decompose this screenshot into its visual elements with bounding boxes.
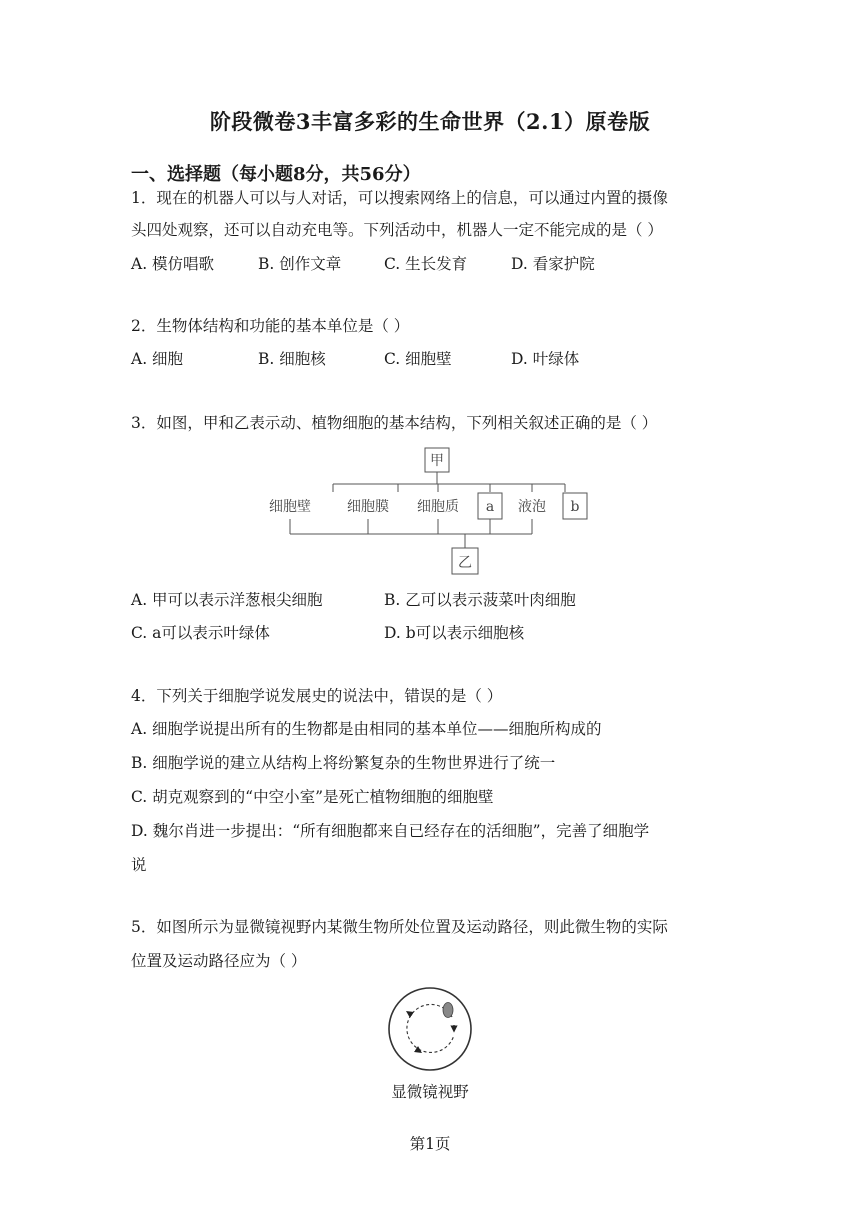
diagram-label-vacuole: 液泡 [518, 499, 546, 515]
page-title: 阶段微卷3丰富多彩的生命世界（2.1）原卷版 [209, 109, 651, 134]
q1-option-d: D. 看家护院 [511, 255, 595, 273]
q2-stem: 2．生物体结构和功能的基本单位是（ ） [131, 317, 410, 335]
microorganism [443, 1003, 453, 1018]
q3-option-d: D. b可以表示细胞核 [384, 624, 525, 642]
q1-option-a: A. 模仿唱歌 [131, 255, 215, 273]
q3-option-a: A. 甲可以表示洋葱根尖细胞 [131, 591, 323, 609]
q1-option-b: B. 创作文章 [258, 255, 342, 273]
q4-option-d-line1: D. 魏尔肖进一步提出：“所有细胞都来自已经存在的活细胞”，完善了细胞学 [131, 822, 650, 840]
path-arrow-left [409, 1013, 412, 1015]
q5-stem-line2: 位置及运动路径应为（ ） [131, 952, 307, 970]
cell-structure-diagram [258, 442, 598, 578]
section-heading: 一、选择题（每小题8分，共56分） [131, 164, 421, 185]
q1-option-c: C. 生长发育 [384, 255, 468, 273]
q4-stem: 4．下列关于细胞学说发展史的说法中，错误的是（ ） [131, 687, 503, 705]
diagram-label-cytoplasm: 细胞质 [417, 499, 459, 515]
q2-option-a: A. 细胞 [131, 350, 184, 368]
q2-option-d: D. 叶绿体 [511, 350, 580, 368]
q4-option-c: C. 胡克观察到的“中空小室”是死亡植物细胞的细胞壁 [131, 788, 494, 806]
microscope-field-figure [386, 985, 474, 1073]
q3-stem: 3．如图，甲和乙表示动、植物细胞的基本结构，下列相关叙述正确的是（ ） [131, 414, 658, 432]
q4-option-a: A. 细胞学说提出所有的生物都是由相同的基本单位——细胞所构成的 [131, 720, 602, 738]
diagram-label-cell-membrane: 细胞膜 [347, 499, 389, 515]
diagram-label-a: a [485, 499, 495, 515]
diagram-label-yi: 乙 [458, 555, 472, 571]
figure-caption: 显微镜视野 [391, 1083, 469, 1101]
q3-option-b: B. 乙可以表示菠菜叶肉细胞 [384, 591, 576, 609]
page-number: 第1页 [409, 1135, 451, 1153]
q1-stem-line2: 头四处观察，还可以自动充电等。下列活动中，机器人一定不能完成的是（ ） [131, 221, 663, 239]
diagram-label-cell-wall: 细胞壁 [269, 499, 311, 515]
diagram-label-b: b [570, 499, 580, 515]
q4-option-d-line2: 说 [131, 856, 147, 874]
q2-option-c: C. 细胞壁 [384, 350, 452, 368]
q3-option-c: C. a可以表示叶绿体 [131, 624, 270, 642]
q2-option-b: B. 细胞核 [258, 350, 326, 368]
diagram-label-jia: 甲 [430, 453, 444, 469]
q4-option-b: B. 细胞学说的建立从结构上将纷繁复杂的生物世界进行了统一 [131, 754, 556, 772]
q5-stem-line1: 5．如图所示为显微镜视野内某微生物所处位置及运动路径，则此微生物的实际 [131, 918, 668, 936]
field-of-view-circle [389, 988, 471, 1070]
q1-stem-line1: 1．现在的机器人可以与人对话，可以搜索网络上的信息，可以通过内置的摄像 [131, 189, 668, 207]
